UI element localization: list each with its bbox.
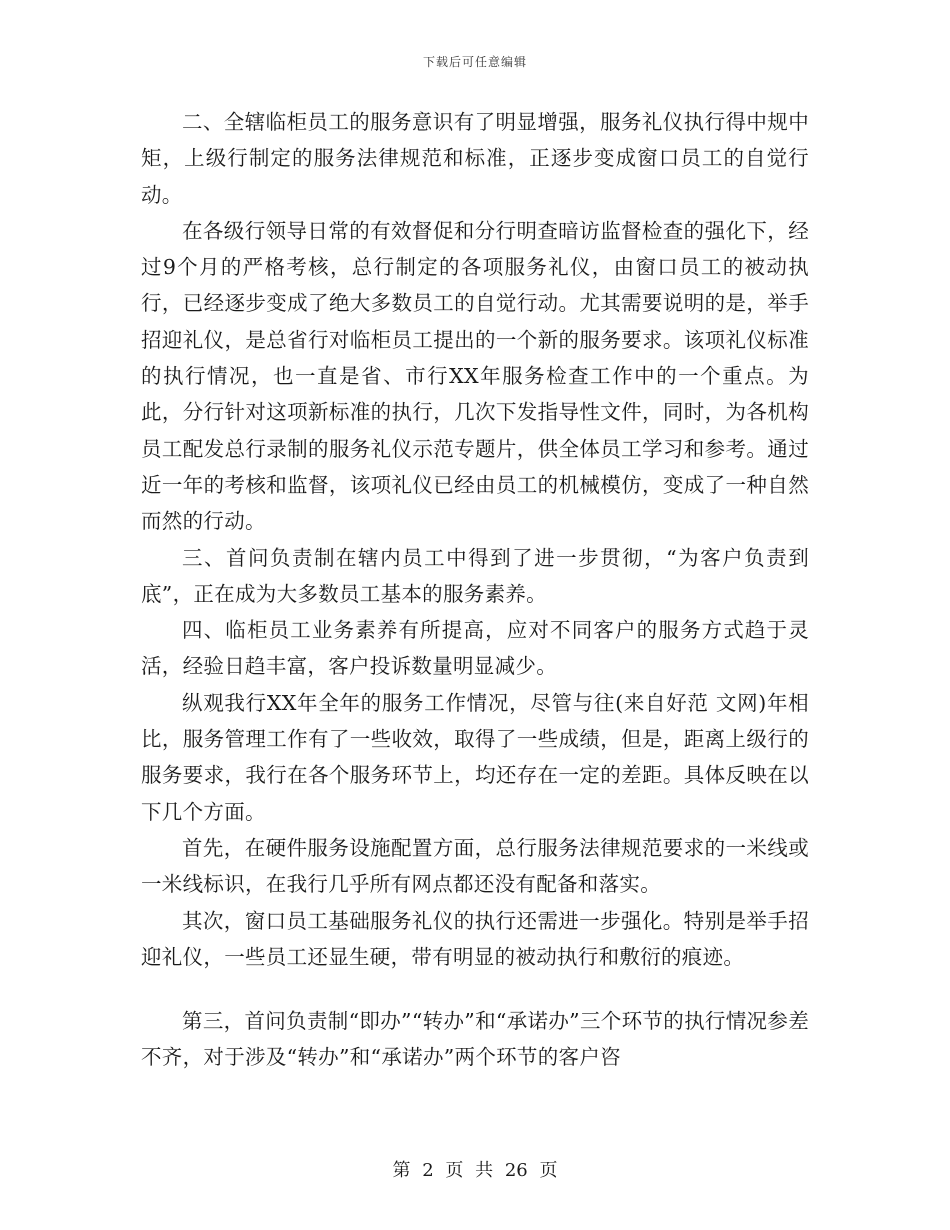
- paragraph-4: 四、临柜员工业务素养有所提高，应对不同客户的服务方式趋于灵活，经验日趋丰富，客户投诉数量明显减少。: [141, 618, 809, 679]
- paragraph-7: 其次，窗口员工基础服务礼仪的执行还需进一步强化。特别是举手招迎礼仪，一些员工还显生硬，带有明显的被动执行和敷衍的痕迹。: [141, 908, 809, 969]
- paragraph-3: 三、首问负责制在辖内员工中得到了进一步贯彻，“为客户负责到底”，正在成为大多数员工基本的服务素养。: [141, 545, 809, 606]
- paragraph-1: 二、全辖临柜员工的服务意识有了明显增强，服务礼仪执行得中规中矩，上级行制定的服务法律规范和标准，正逐步变成窗口员工的自觉行动。: [141, 110, 809, 207]
- page-header-note: 下载后可任意编辑: [422, 55, 527, 69]
- paragraph-8: 第三，首问负责制“即办”“转办”和“承诺办”三个环节的执行情况参差不齐，对于涉及“转办”和“承诺办”两个环节的客户咨: [141, 1009, 809, 1070]
- paragraph-2: 在各级行领导日常的有效督促和分行明查暗访监督检查的强化下，经过9个月的严格考核，总行制定的各项服务礼仪，由窗口员工的被动执行，已经逐步变成了绝大多数员工的自觉行动。尤其需要说明的是，举手招迎礼仪，是总省行对临柜员工提出的一个新的服务要求。该项礼仪标准的执行情况，也一直是省、市行XX年服务检查工作中的一个重点。为此，分行针对这项新标准的执行，几次下发指导性文件，同时，为各机构员工配发总行录制的服务礼仪示范专题片，供全体员工学习和参考。通过近一年的考核和监督，该项礼仪已经由员工的机械模仿，变成了一种自然而然的行动。: [141, 218, 809, 534]
- paragraph-5: 纵观我行XX年全年的服务工作情况，尽管与往(来自好范 文网)年相比，服务管理工作有了一些收效，取得了一些成绩，但是，距离上级行的服务要求，我行在各个服务环节上，均还存在一定的差距。具体反映在以下几个方面。: [141, 690, 809, 824]
- paragraph-6: 首先，在硬件服务设施配置方面，总行服务法律规范要求的一米线或一米线标识，在我行几乎所有网点都还没有配备和落实。: [141, 835, 809, 897]
- document-body: [141, 104, 809, 1076]
- page-number: 第 2 页 共 26 页: [392, 1160, 558, 1181]
